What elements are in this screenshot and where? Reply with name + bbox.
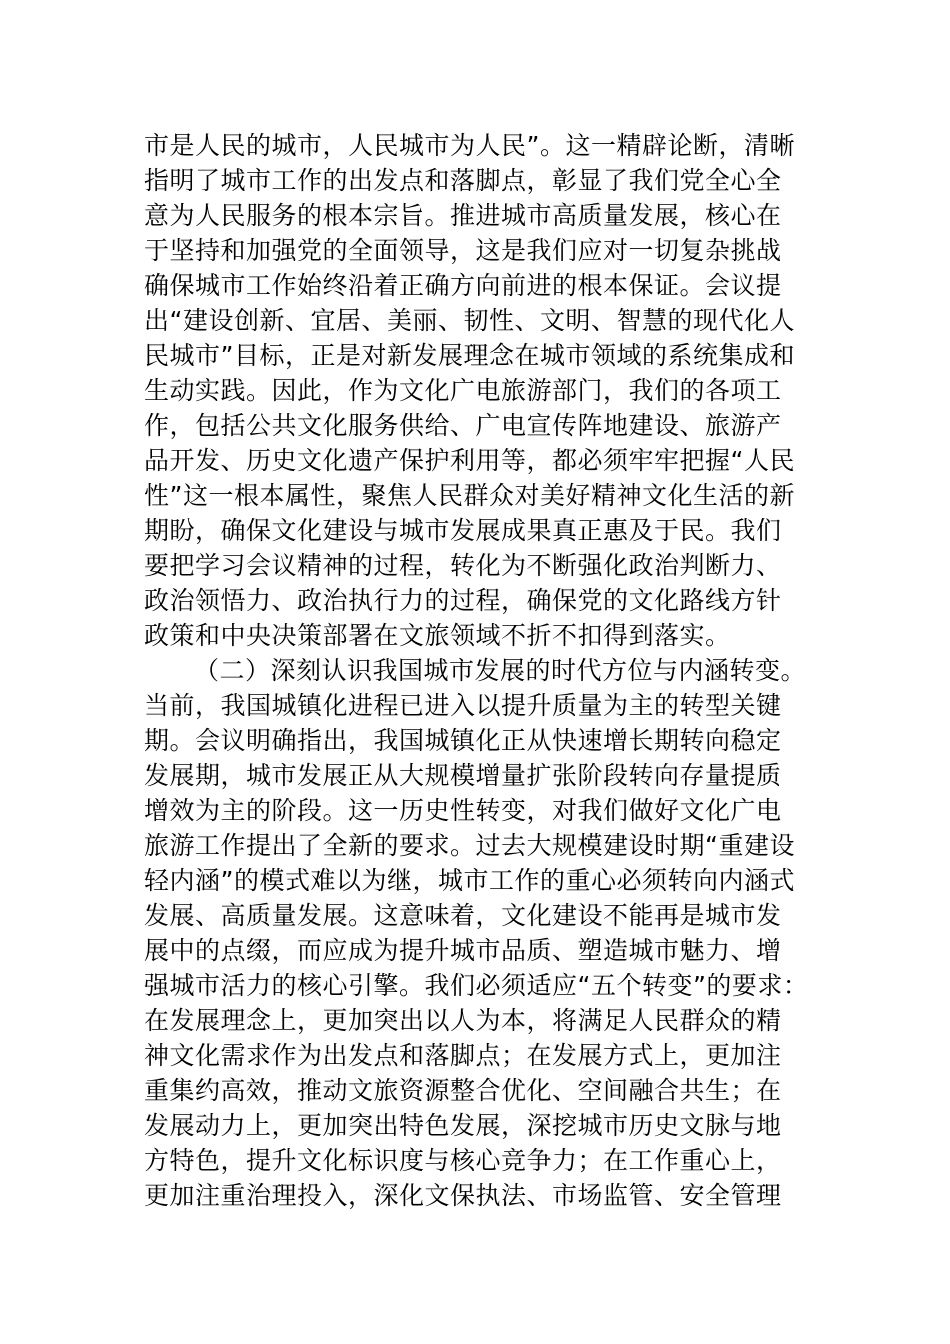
text-line: 性”这一根本属性，聚焦人民群众对美好精神文化生活的新 [144,481,795,510]
body-text [144,128,814,1213]
text-line: 旅游工作提出了全新的要求。过去大规模建设时期“重建设 [144,831,795,860]
text-line: 轻内涵”的模式难以为继，城市工作的重心必须转向内涵式 [144,866,795,895]
text-line: 发展动力上，更加突出特色发展，深挖城市历史文脉与地 [144,1111,782,1140]
text-line: 展中的点缀，而应成为提升城市品质、塑造城市魅力、增 [144,936,782,965]
text-line: 发展期，城市发展正从大规模增量扩张阶段转向存量提质 [144,761,782,790]
text-line: 当前，我国城镇化进程已进入以提升质量为主的转型关键 [144,691,782,720]
text-line: 生动实践。因此，作为文化广电旅游部门，我们的各项工 [144,376,782,405]
text-line: 确保城市工作始终沿着正确方向前进的根本保证。会议提 [144,271,782,300]
text-line: 于坚持和加强党的全面领导，这是我们应对一切复杂挑战 [144,236,782,265]
text-line: 要把学习会议精神的过程，转化为不断强化政治判断力、 [144,551,782,580]
text-line: 方特色，提升文化标识度与核心竞争力；在工作重心上， [144,1146,782,1175]
text-line: 品开发、历史文化遗产保护利用等，都必须牢牢把握“人民 [144,446,795,475]
text-line: 重集约高效，推动文旅资源整合优化、空间融合共生；在 [144,1076,782,1105]
text-line: 神文化需求作为出发点和落脚点；在发展方式上，更加注 [144,1041,782,1070]
text-line: 期盼，确保文化建设与城市发展成果真正惠及于民。我们 [144,516,782,545]
text-line: 强城市活力的核心引擎。我们必须适应“五个转变”的要求： [144,971,809,1000]
text-line: 发展、高质量发展。这意味着，文化建设不能再是城市发 [144,901,782,930]
section-heading: （二）深刻认识我国城市发展的时代方位与内涵转变。 [194,656,807,685]
text-line: 更加注重治理投入，深化文保执法、市场监管、安全管理 [144,1181,782,1210]
text-line: 市是人民的城市，人民城市为人民”。这一精辟论断，清晰 [144,131,795,160]
text-line: 出“建设创新、宜居、美丽、韧性、文明、智慧的现代化人 [144,306,795,335]
text-line: 在发展理念上，更加突出以人为本，将满足人民群众的精 [144,1006,782,1035]
text-line: 民城市”目标，正是对新发展理念在城市领域的系统集成和 [144,341,795,370]
text-line: 期。会议明确指出，我国城镇化正从快速增长期转向稳定 [144,726,782,755]
text-line: 指明了城市工作的出发点和落脚点，彰显了我们党全心全 [144,166,782,195]
text-line: 增效为主的阶段。这一历史性转变，对我们做好文化广电 [144,796,782,825]
text-line: 政策和中央决策部署在文旅领域不折不扣得到落实。 [144,621,731,650]
text-line: 政治领悟力、政治执行力的过程，确保党的文化路线方针 [144,586,782,615]
text-line: 作，包括公共文化服务供给、广电宣传阵地建设、旅游产 [144,411,782,440]
text-line: 意为人民服务的根本宗旨。推进城市高质量发展，核心在 [144,201,782,230]
